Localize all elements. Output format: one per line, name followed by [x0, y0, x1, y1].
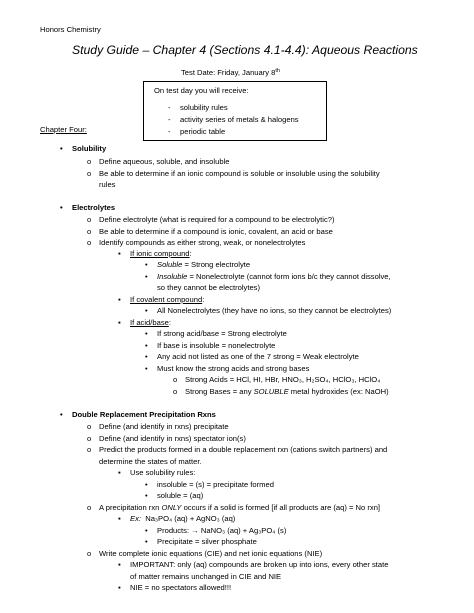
list-item: - activity series of metals & halogens	[168, 115, 299, 124]
list-item: o A precipitation rxn ONLY occurs if a solid is formed [if all products are (aq) = No rxn]	[87, 503, 381, 512]
chapter-label: Chapter Four:	[40, 125, 87, 134]
list-item: • Insoluble = Nonelectrolyte (cannot form ions b/c they cannot dissolve,	[145, 272, 391, 281]
list-item: rules	[99, 180, 116, 189]
list-item: o Write complete ionic equations (CIE) and net ionic equations (NIE)	[87, 549, 323, 558]
receive-box-heading: On test day you will receive:	[154, 86, 249, 95]
list-item: • insoluble = (s) = precipitate formed	[145, 480, 274, 489]
list-item-nie: ▪ NIE = no spectators allowed!!!	[118, 583, 232, 592]
section-heading-double-replacement: • Double Replacement Precipitation Rxns	[60, 410, 216, 419]
list-item: • Soluble = Strong electrolyte	[145, 260, 251, 269]
course-header: Honors Chemistry	[40, 25, 101, 34]
list-item: • soluble = (aq)	[145, 491, 204, 500]
section-heading-electrolytes: • Electrolytes	[60, 203, 116, 212]
list-item: • If base is insoluble = nonelectrolyte	[145, 341, 276, 350]
list-item: o Define aqueous, soluble, and insoluble	[87, 157, 230, 166]
list-item: • Precipitate = silver phosphate	[145, 537, 257, 546]
list-item: • Must know the strong acids and strong bases	[145, 364, 310, 373]
list-item: o Identify compounds as either strong, weak, or nonelectrolytes	[87, 238, 306, 247]
receive-box	[143, 81, 327, 141]
list-item-example: ▪ Ex: Na₃PO₄ (aq) + AgNO₃ (aq)	[118, 514, 236, 523]
list-item: - solubility rules	[168, 103, 228, 112]
list-item: o Predict the products formed in a double replacement rxn (cations switch partners) and	[87, 445, 388, 454]
list-item: • Any acid not listed as one of the 7 strong = Weak electrolyte	[145, 352, 359, 361]
list-item: o Be able to determine if a compound is ionic, covalent, an acid or base	[87, 227, 333, 236]
list-item: o Define (and identify in rxns) precipitate	[87, 422, 229, 431]
page-title: Study Guide – Chapter 4 (Sections 4.1-4.4): Aqueous Reactions	[72, 43, 418, 57]
list-item-strong-bases: o Strong Bases = any SOLUBLE metal hydroxides (ex: NaOH)	[173, 387, 389, 396]
list-item: • All Nonelectrolytes (they have no ions, so they cannot be electrolytes)	[145, 306, 392, 315]
section-heading-solubility: • Solubility	[60, 144, 107, 153]
sublabel-acid-base: ▪ If acid/base:	[118, 318, 171, 327]
list-item: determine the states of matter.	[99, 457, 202, 466]
list-item-important: ▪ IMPORTANT: only (aq) compounds are broken up into ions, every other state	[118, 560, 389, 569]
list-item: o Be able to determine if an ionic compound is soluble or insoluble using the solubility	[87, 169, 380, 178]
list-item: so they cannot be electrolytes)	[157, 283, 260, 292]
list-item: - periodic table	[168, 127, 226, 136]
test-date: Test Date: Friday, January 8th	[181, 68, 280, 77]
list-item-strong-acids: o Strong Acids = HCl, HI, HBr, HNO₃, H₂SO₄, HClO₃, HClO₄	[173, 375, 381, 384]
list-item: o Define electrolyte (what is required for a compound to be electrolytic?)	[87, 215, 335, 224]
sublabel-covalent: ▪ If covalent compound:	[118, 295, 205, 304]
sublabel-ionic: ▪ If ionic compound:	[118, 249, 192, 258]
list-item: • If strong acid/base = Strong electrolyte	[145, 329, 287, 338]
list-item: • Products: → NaNO₃ (aq) + Ag₃PO₄ (s)	[145, 526, 287, 535]
list-item: o Define (and identify in rxns) spectator ion(s)	[87, 434, 246, 443]
list-item: ▪ Use solubility rules:	[118, 468, 196, 477]
list-item: of matter remains unchanged in CIE and NIE	[130, 572, 282, 581]
